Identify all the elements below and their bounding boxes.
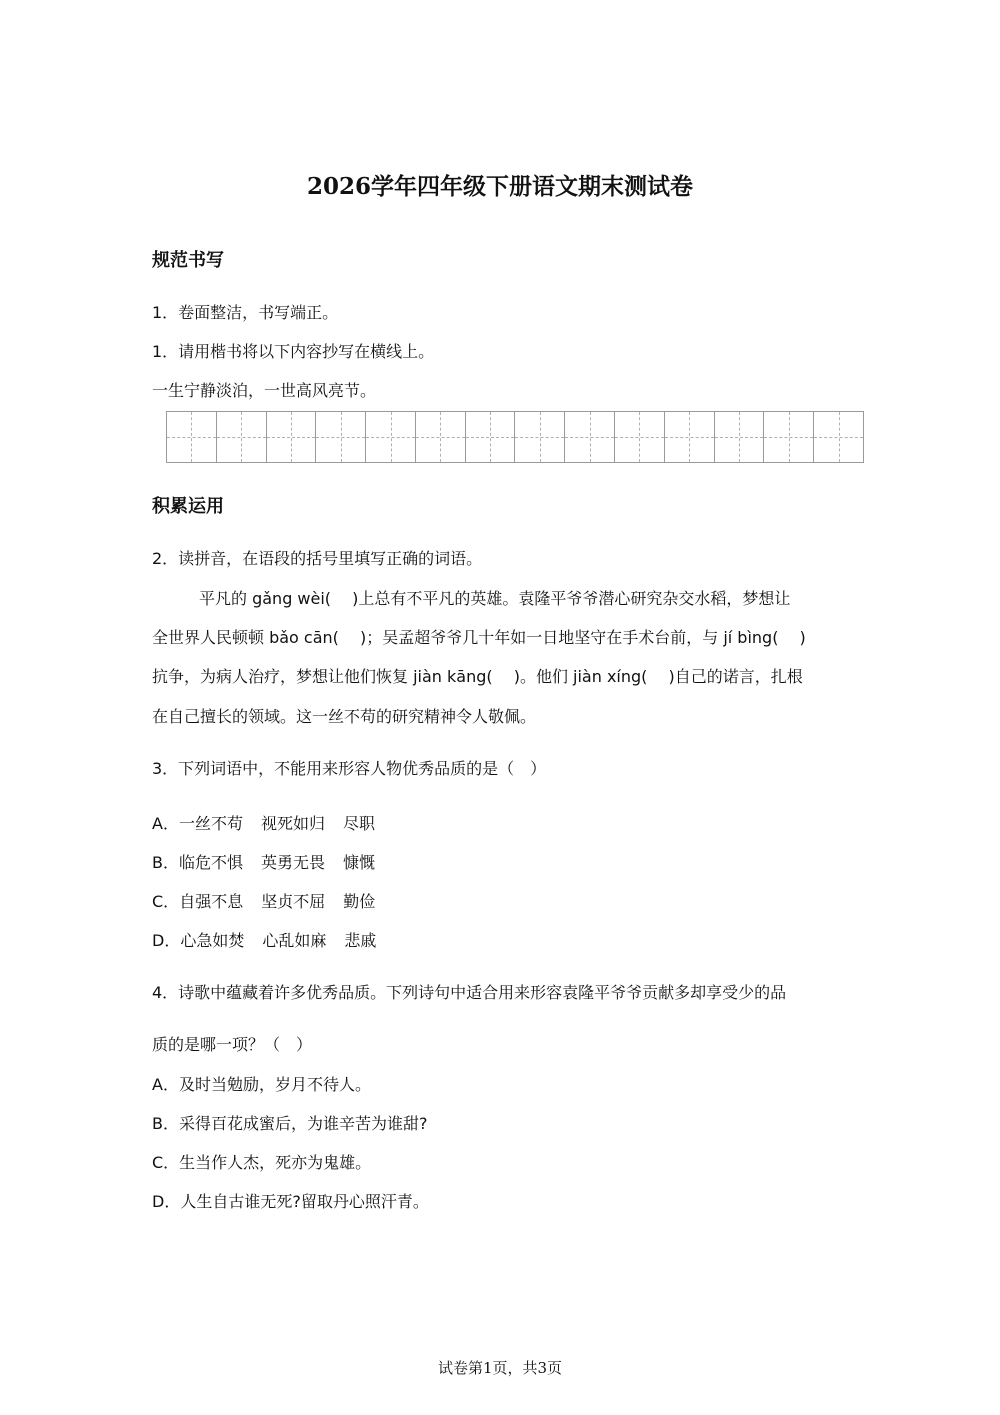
exam-title: 2026学年四年级下册语文期末测试卷 (306, 173, 693, 200)
section-heading-accumulation: 积累运用 (152, 496, 224, 517)
option-word: 慷慨 (343, 853, 376, 872)
section-heading-writing: 规范书写 (152, 250, 224, 271)
grid-cell[interactable] (615, 412, 665, 462)
option-word: 视死如归 (260, 814, 325, 833)
q4-prompt-line-2: 质的是哪一项？（ ） (152, 1035, 313, 1054)
q3-option-a[interactable] (152, 811, 375, 834)
option-label: D． (152, 931, 181, 950)
grid-cell[interactable] (167, 412, 217, 462)
q4-option-d[interactable]: D．人生自古谁无死?留取丹心照汗青。 (152, 1192, 429, 1211)
q3-prompt: 3．下列词语中，不能用来形容人物优秀品质的是（ ） (152, 759, 547, 778)
page-footer: 试卷第1页，共3页 (437, 1359, 563, 1377)
q2-passage-line-3: 抗争，为病人治疗，梦想让他们恢复 jiàn kāng( )。他们 jiàn xíng( )自己的诺言，扎根 (152, 667, 803, 686)
q2-passage-line-2: 全世界人民顿顿 bǎo cān( )；吴孟超爷爷几十年如一日地坚守在手术台前，与 jí bìng( ) (152, 628, 806, 647)
option-label: B． (152, 853, 179, 872)
q3-option-b[interactable] (152, 850, 375, 873)
q2-passage-line-4: 在自己擅长的领域。这一丝不苟的研究精神令人敬佩。 (152, 707, 537, 726)
grid-cell[interactable] (665, 412, 715, 462)
grid-cell[interactable] (466, 412, 516, 462)
q3-option-c[interactable] (152, 889, 375, 912)
option-word: 心乱如麻 (262, 931, 327, 950)
q1-copy-text: 一生宁静淡泊，一世高风亮节。 (152, 381, 377, 400)
q4-prompt-line-1: 4．诗歌中蕴藏着许多优秀品质。下列诗句中适合用来形容袁隆平爷爷贡献多却享受少的品 (152, 983, 787, 1002)
q4-option-b[interactable]: B．采得百花成蜜后，为谁辛苦为谁甜? (152, 1114, 428, 1133)
option-word: 尽职 (342, 814, 375, 833)
option-label: C． (152, 892, 180, 911)
grid-cell[interactable] (366, 412, 416, 462)
grid-cell[interactable] (715, 412, 765, 462)
q1-note: 1．卷面整洁，书写端正。 (152, 303, 339, 322)
grid-cell[interactable] (565, 412, 615, 462)
grid-cell[interactable] (416, 412, 466, 462)
grid-cell[interactable] (515, 412, 565, 462)
q4-option-a[interactable]: A．及时当勉励，岁月不待人。 (152, 1075, 371, 1094)
option-word: 心急如焚 (180, 931, 245, 950)
q3-option-d[interactable] (152, 928, 376, 951)
grid-cell[interactable] (267, 412, 317, 462)
grid-cell[interactable] (764, 412, 814, 462)
q2-prompt: 2．读拼音，在语段的括号里填写正确的词语。 (152, 549, 483, 568)
option-word: 一丝不苟 (178, 814, 243, 833)
q4-option-c[interactable]: C．生当作人杰，死亦为鬼雄。 (152, 1153, 372, 1172)
writing-grid[interactable] (166, 411, 864, 463)
option-label: A． (152, 814, 179, 833)
option-word: 悲戚 (344, 931, 377, 950)
option-word: 英勇无畏 (261, 853, 326, 872)
grid-cell[interactable] (217, 412, 267, 462)
grid-cell[interactable] (814, 412, 863, 462)
option-word: 自强不息 (179, 892, 244, 911)
option-word: 勤俭 (343, 892, 376, 911)
option-word: 临危不惧 (178, 853, 243, 872)
q1-prompt: 1．请用楷书将以下内容抄写在横线上。 (152, 342, 435, 361)
q2-passage-line-1: 平凡的 gǎng wèi( )上总有不平凡的英雄。袁隆平爷爷潜心研究杂交水稻，梦想让 (199, 589, 791, 608)
option-word: 坚贞不屈 (261, 892, 326, 911)
grid-cell[interactable] (316, 412, 366, 462)
